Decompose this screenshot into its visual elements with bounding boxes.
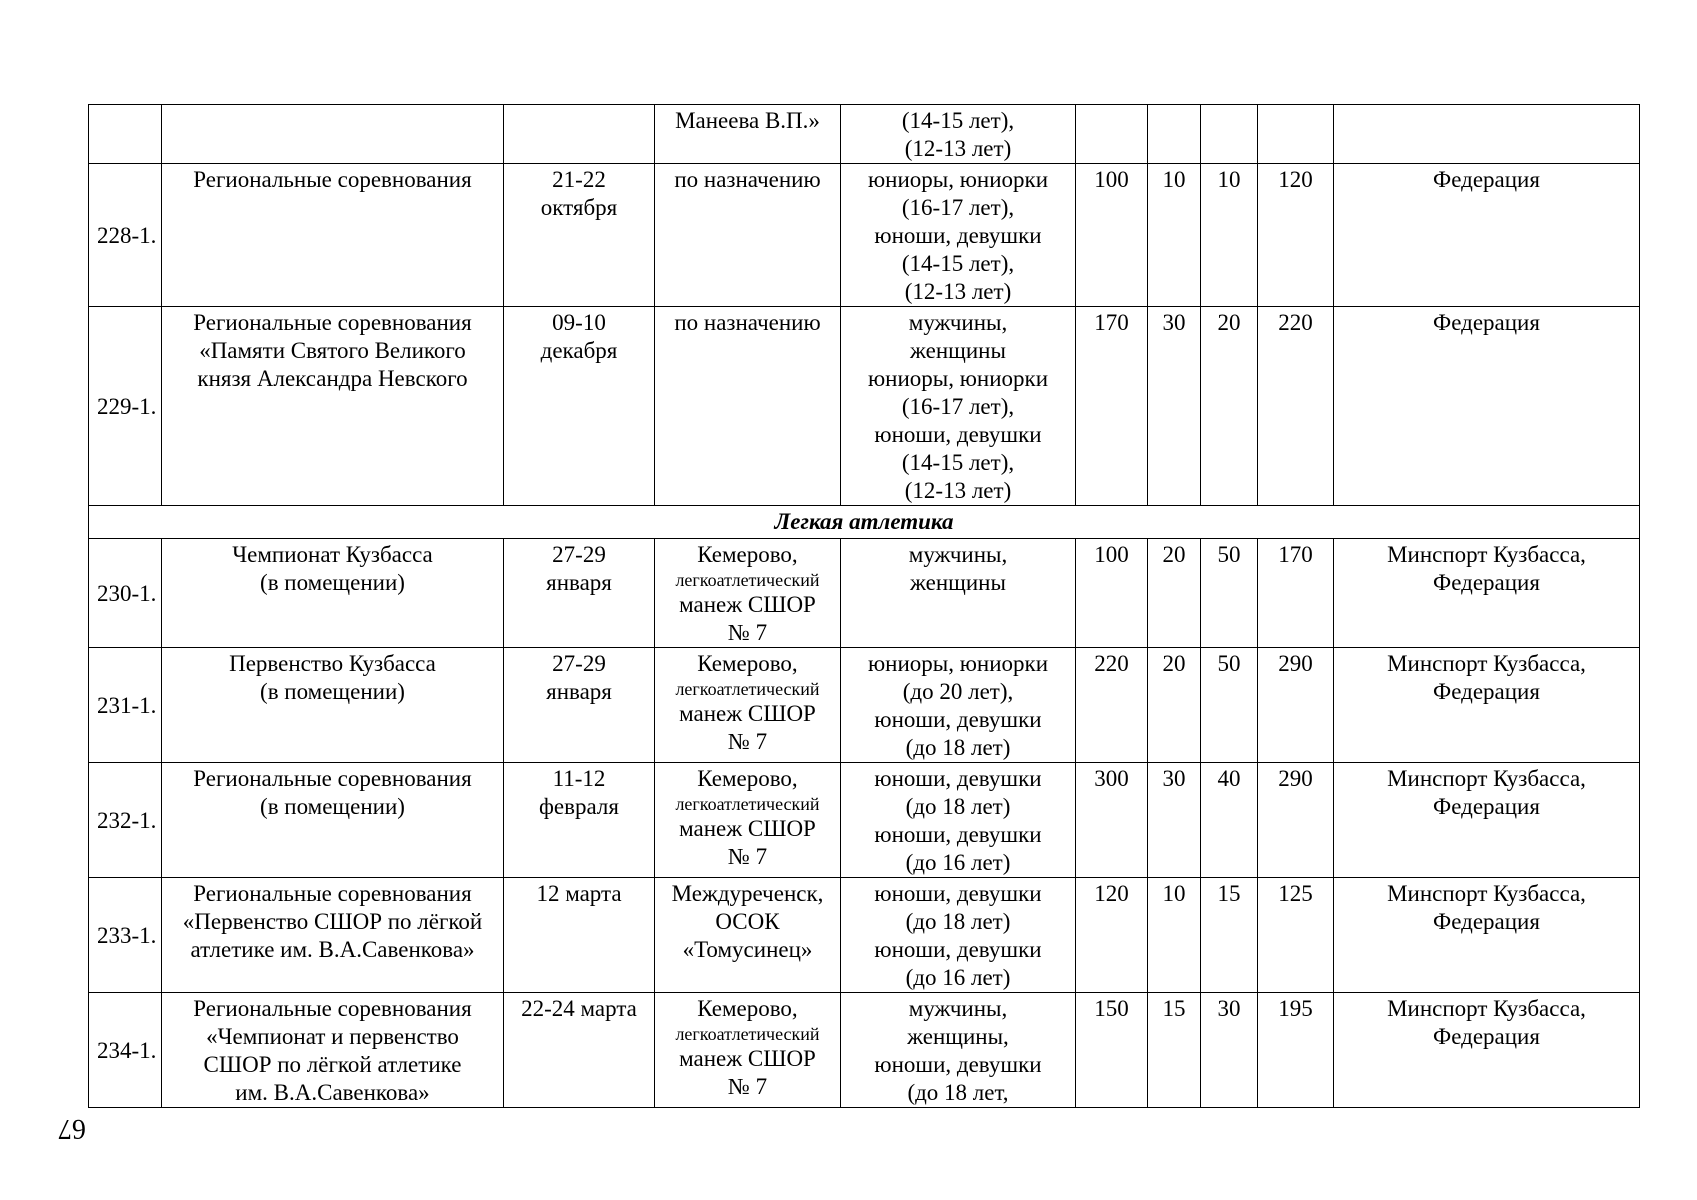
participants-cell (841, 763, 1076, 878)
count-c3: 50 (1201, 648, 1258, 763)
organizer-line: Минспорт Кузбасса, (1387, 651, 1586, 676)
dates-cell (504, 307, 655, 506)
row-number (89, 105, 162, 164)
count-c2: 20 (1148, 648, 1201, 763)
table-row (89, 164, 1640, 307)
participants-line: юноши, девушки (874, 1052, 1042, 1077)
participants-cell (841, 648, 1076, 763)
count-c3 (1201, 105, 1258, 164)
participants-cell (841, 164, 1076, 307)
table-row (89, 648, 1640, 763)
count-c4: 120 (1258, 164, 1334, 307)
section-heading: Легкая атлетика (89, 506, 1640, 539)
venue-line: № 7 (727, 1074, 768, 1099)
event-name-line: Региональные соревнования (193, 766, 472, 791)
dates-line: 21-22 (552, 167, 606, 192)
table-body (89, 105, 1640, 1108)
participants-line: (14-15 лет), (901, 251, 1015, 276)
event-cell (162, 164, 504, 307)
organizer-line: Федерация (1433, 794, 1540, 819)
venue-line: Кемерово, (697, 766, 798, 791)
event-name-line: Региональные соревнования (193, 881, 472, 906)
organizer-cell (1334, 878, 1640, 993)
dates-line: 22-24 марта (521, 996, 637, 1021)
dates-cell (504, 763, 655, 878)
venue-line: манеж СШОР (679, 1046, 816, 1071)
row-number: 233-1. (89, 878, 162, 993)
event-name-line: «Чемпионат и первенство (206, 1024, 459, 1049)
participants-line: юниоры, юниорки (867, 366, 1049, 391)
count-c2: 15 (1148, 993, 1201, 1108)
count-c4: 195 (1258, 993, 1334, 1108)
count-c3: 30 (1201, 993, 1258, 1108)
event-name-line: СШОР по лёгкой атлетике (203, 1052, 462, 1077)
dates-line: октября (540, 195, 618, 220)
table-row (89, 105, 1640, 164)
venue-line: легкоатлетический (675, 794, 820, 814)
venue-line: по назначению (674, 167, 821, 192)
event-name-line: им. В.А.Савенкова» (235, 1080, 430, 1105)
organizer-line: Минспорт Кузбасса, (1387, 881, 1586, 906)
venue-line: легкоатлетический (675, 679, 820, 699)
count-c4 (1258, 105, 1334, 164)
participants-line: (до 18 лет, (907, 1080, 1009, 1105)
participants-line: (до 20 лет), (902, 679, 1014, 704)
venue-line: № 7 (727, 844, 768, 869)
dates-line: 27-29 (552, 651, 606, 676)
organizer-cell (1334, 648, 1640, 763)
dates-line: января (546, 570, 612, 595)
participants-line: юноши, девушки (874, 707, 1042, 732)
organizer-line: Федерация (1433, 679, 1540, 704)
venue-cell (655, 105, 841, 164)
dates-line: 12 марта (536, 881, 622, 906)
venue-line: легкоатлетический (675, 570, 820, 590)
organizer-cell (1334, 993, 1640, 1108)
participants-line: юноши, девушки (874, 766, 1042, 791)
count-c4: 125 (1258, 878, 1334, 993)
event-name-line: (в помещении) (260, 679, 405, 704)
count-c1: 170 (1076, 307, 1148, 506)
venue-line: манеж СШОР (679, 701, 816, 726)
dates-cell (504, 878, 655, 993)
participants-line: женщины (910, 570, 1006, 595)
participants-cell (841, 307, 1076, 506)
event-name-line: (в помещении) (260, 794, 405, 819)
page-number: 67 (58, 1113, 86, 1144)
participants-line: юноши, девушки (874, 223, 1042, 248)
count-c1 (1076, 105, 1148, 164)
count-c2: 20 (1148, 539, 1201, 648)
participants-line: юниоры, юниорки (867, 651, 1049, 676)
event-name-line: Чемпионат Кузбасса (232, 542, 433, 567)
event-cell (162, 648, 504, 763)
participants-line: юноши, девушки (874, 937, 1042, 962)
count-c2: 30 (1148, 763, 1201, 878)
dates-cell (504, 105, 655, 164)
event-name-line: Региональные соревнования (193, 310, 472, 335)
venue-line: Кемерово, (697, 542, 798, 567)
organizer-cell (1334, 763, 1640, 878)
organizer-line: Федерация (1433, 570, 1540, 595)
participants-line: юноши, девушки (874, 422, 1042, 447)
organizer-line: Федерация (1433, 1024, 1540, 1049)
count-c2: 10 (1148, 878, 1201, 993)
venue-cell (655, 648, 841, 763)
count-c1: 100 (1076, 539, 1148, 648)
event-cell (162, 307, 504, 506)
dates-line: февраля (539, 794, 619, 819)
participants-cell (841, 539, 1076, 648)
organizer-line: Минспорт Кузбасса, (1387, 542, 1586, 567)
organizer-cell (1334, 164, 1640, 307)
participants-cell (841, 105, 1076, 164)
venue-cell (655, 993, 841, 1108)
participants-line: юниоры, юниорки (867, 167, 1049, 192)
table-row (89, 763, 1640, 878)
participants-line: (до 18 лет) (905, 735, 1011, 760)
row-number: 229-1. (89, 307, 162, 506)
dates-line: декабря (540, 338, 618, 363)
participants-line: (12-13 лет) (904, 136, 1012, 161)
participants-line: (12-13 лет) (904, 279, 1012, 304)
dates-cell (504, 993, 655, 1108)
event-name-line: князя Александра Невского (197, 366, 468, 391)
count-c4: 170 (1258, 539, 1334, 648)
table-row (89, 307, 1640, 506)
row-number: 230-1. (89, 539, 162, 648)
organizer-line: Минспорт Кузбасса, (1387, 996, 1586, 1021)
row-number: 234-1. (89, 993, 162, 1108)
venue-cell (655, 763, 841, 878)
participants-line: (16-17 лет), (901, 195, 1015, 220)
event-cell (162, 763, 504, 878)
organizer-line: Федерация (1433, 909, 1540, 934)
count-c3: 10 (1201, 164, 1258, 307)
venue-cell (655, 878, 841, 993)
count-c1: 220 (1076, 648, 1148, 763)
event-name-line: «Первенство СШОР по лёгкой (182, 909, 483, 934)
event-name-line: «Памяти Святого Великого (199, 338, 466, 363)
dates-line: января (546, 679, 612, 704)
count-c4: 290 (1258, 763, 1334, 878)
row-number: 232-1. (89, 763, 162, 878)
venue-line: Манеева В.П.» (675, 108, 820, 133)
organizer-cell (1334, 307, 1640, 506)
count-c2 (1148, 105, 1201, 164)
venue-line: Междуреченск, (671, 881, 824, 906)
participants-line: (14-15 лет), (901, 450, 1015, 475)
venue-line: Кемерово, (697, 996, 798, 1021)
event-name-line: (в помещении) (260, 570, 405, 595)
participants-cell (841, 878, 1076, 993)
venue-line: манеж СШОР (679, 592, 816, 617)
dates-line: 27-29 (552, 542, 606, 567)
count-c1: 300 (1076, 763, 1148, 878)
venue-line: манеж СШОР (679, 816, 816, 841)
participants-line: женщины (910, 338, 1006, 363)
event-name-line: Региональные соревнования (193, 996, 472, 1021)
participants-line: мужчины, (908, 996, 1008, 1021)
participants-line: женщины, (907, 1024, 1009, 1049)
table-row (89, 539, 1640, 648)
count-c1: 120 (1076, 878, 1148, 993)
count-c3: 20 (1201, 307, 1258, 506)
venue-line: Кемерово, (697, 651, 798, 676)
table-row (89, 993, 1640, 1108)
organizer-line: Федерация (1433, 167, 1540, 192)
participants-line: (до 16 лет) (905, 850, 1011, 875)
participants-line: (12-13 лет) (904, 478, 1012, 503)
count-c1: 100 (1076, 164, 1148, 307)
event-cell (162, 878, 504, 993)
count-c1: 150 (1076, 993, 1148, 1108)
venue-cell (655, 307, 841, 506)
event-cell (162, 993, 504, 1108)
section-row (89, 506, 1640, 539)
participants-line: (до 18 лет) (905, 909, 1011, 934)
dates-line: 11-12 (552, 766, 606, 791)
participants-line: юноши, девушки (874, 822, 1042, 847)
count-c4: 220 (1258, 307, 1334, 506)
participants-line: (16-17 лет), (901, 394, 1015, 419)
organizer-cell (1334, 539, 1640, 648)
organizer-line: Федерация (1433, 310, 1540, 335)
venue-line: легкоатлетический (675, 1024, 820, 1044)
dates-cell (504, 539, 655, 648)
venue-cell (655, 164, 841, 307)
venue-line: № 7 (727, 620, 768, 645)
count-c3: 50 (1201, 539, 1258, 648)
venue-cell (655, 539, 841, 648)
count-c3: 40 (1201, 763, 1258, 878)
event-name-line: Первенство Кузбасса (229, 651, 436, 676)
table-row (89, 878, 1640, 993)
event-name-line: Региональные соревнования (193, 167, 472, 192)
dates-cell (504, 648, 655, 763)
venue-line: ОСОК (715, 909, 780, 934)
organizer-line: Минспорт Кузбасса, (1387, 766, 1586, 791)
count-c3: 15 (1201, 878, 1258, 993)
organizer-cell (1334, 105, 1640, 164)
count-c2: 30 (1148, 307, 1201, 506)
participants-cell (841, 993, 1076, 1108)
dates-line: 09-10 (552, 310, 606, 335)
events-table (88, 104, 1640, 1108)
venue-line: по назначению (674, 310, 821, 335)
row-number: 231-1. (89, 648, 162, 763)
venue-line: «Томусинец» (682, 937, 813, 962)
dates-cell (504, 164, 655, 307)
event-cell (162, 539, 504, 648)
event-name-line: атлетике им. В.А.Савенкова» (190, 937, 475, 962)
participants-line: мужчины, (908, 542, 1008, 567)
venue-line: № 7 (727, 729, 768, 754)
participants-line: (до 18 лет) (905, 794, 1011, 819)
participants-line: мужчины, (908, 310, 1008, 335)
participants-line: (до 16 лет) (905, 965, 1011, 990)
row-number: 228-1. (89, 164, 162, 307)
count-c4: 290 (1258, 648, 1334, 763)
event-cell (162, 105, 504, 164)
count-c2: 10 (1148, 164, 1201, 307)
participants-line: (14-15 лет), (901, 108, 1015, 133)
participants-line: юноши, девушки (874, 881, 1042, 906)
